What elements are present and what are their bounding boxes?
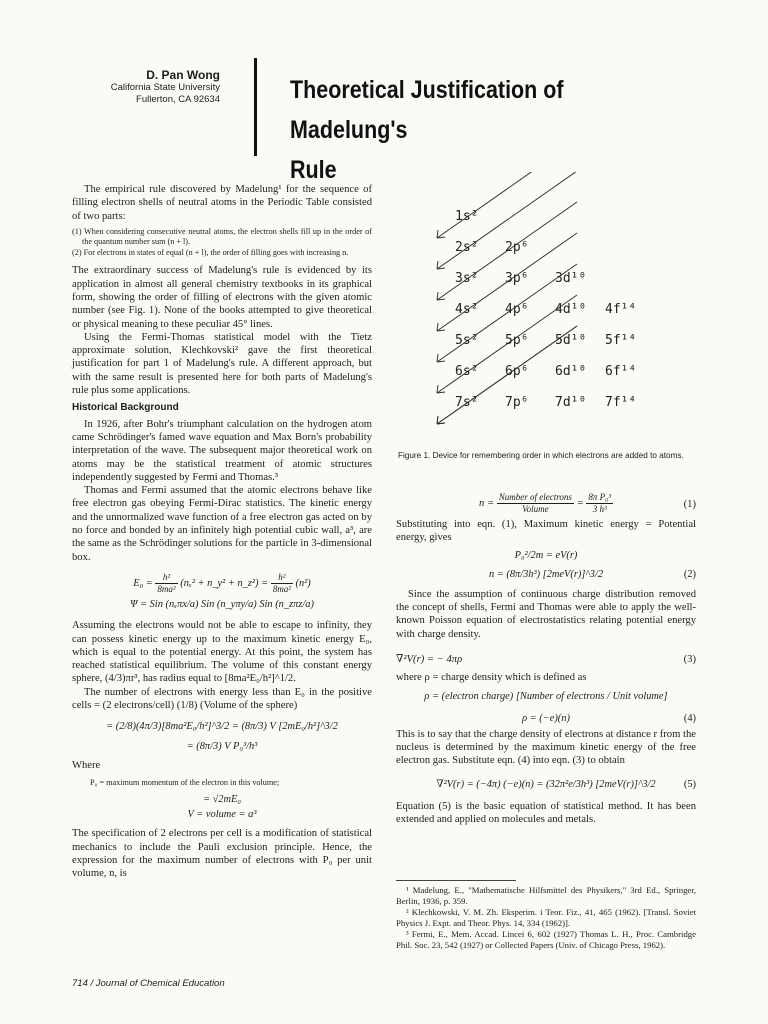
title-line-2: Rule [290,156,337,184]
volume-equation: V = volume = a³ [187,808,257,820]
equation-sphere-2: = (8π/3) V P₀³/h³ [186,740,258,752]
paragraph-assumption: Thomas and Fermi assumed that the atomic electrons behave like free electron gas obeying Fermi-Dirac statistics. The kinetic energy and the unnormalized wave function of a free electron gas acted on by no force and bonded by an infinitely high potential cubic wall, a³, are the same as the Schrödinger solutions for the particle in 3-dimensional box. [72,485,372,563]
orbital-label: 6d¹⁰ [555,364,587,379]
orbital-label: 4p⁶ [505,302,529,317]
orbital-label: 6s² [455,364,479,379]
orbital-label: 2p⁶ [505,240,529,255]
equation-rho: ρ = (electron charge) [Number of electrons / Unit volume] [424,691,668,703]
equation-2: n = (8π/3h³) [2meV(r)]^3/2 (2) [488,568,696,580]
rule-1: (1) When considering consecutive neutral atoms, the electron shells fill up in the order of the quantum number sum (n + l). [72,226,372,247]
p0-definition: P₀ = maximum momentum of the electron in this volume; [90,778,280,788]
orbital-label: 4f¹⁴ [605,302,637,317]
equation-4: ρ = (−e)(n) (4) [522,712,696,724]
figure-madelung-diagram [415,172,685,427]
section-heading: Historical Background [72,402,179,414]
orbital-label: 1s² [455,209,479,224]
page-footer: 714 / Journal of Chemical Education [72,978,225,989]
where-label: Where [72,759,101,771]
equation-1: n = $\frac{\text{Number of electrons}}{\text{Volume}}$ = $\frac{\text{8π P₀³}}{\text{3 h³}}$ (1) [479,492,696,514]
paragraph-fermi-thomas: Using the Fermi-Thomas statistical model with the Tietz approximate solution, Klechkovski² gave the first theoretical justification for part 1 of Madelung's rule. A different approach, but with the same result is presented here for both parts of Madelung's rule plus some applications. [72,331,372,397]
title-line-1: Theoretical Justification of Madelung's [290,76,564,144]
footnote-1: ¹ Madelung, E., "Mathematische Hilfsmittel des Physikers," 3rd Ed., Springer, Berlin, 1936, p. 359. [396,885,696,906]
intro-paragraph: The empirical rule discovered by Madelung¹ for the sequence of filling electron shells of neutral atoms in the Periodic Table consisted of two parts: [72,184,372,222]
paragraph-number: The number of electrons with energy less than E₀ in the positive cells = (2 electrons/cell) (1/8) (Volume of the sphere) [72,686,372,711]
author-block [60,68,220,106]
city: Fullerton, CA 92634 [136,94,220,105]
orbital-label: 3d¹⁰ [555,271,587,286]
paragraph-history: In 1926, after Bohr's triumphant calculation on the hydrogen atom came Schrödinger's famed wave equation and Max Born's probability interpretation of the wave. The subsequent major theoretical work on atoms may be the statistical treatment of atomic structures independently suggested by Fermi and Thomas.³ [72,418,372,483]
left-column [72,183,372,880]
rule-2: (2) For electrons in states of equal (n + l), the order of filling goes with increasing n. [72,247,349,257]
equation-e0: E₀ = $\frac{\text{h²}}{\text{8ma²}}$ (nₓ² + n_y² + n_z²) = $\frac{\text{h²}}{\text{8ma²}}$ (n²) [133,571,311,594]
orbital-label: 5f¹⁴ [605,333,637,348]
orbital-label: 5p⁶ [505,333,529,348]
paragraph-pauli: The specification of 2 electrons per cell is a modification of statistical mechanics to include the Pauli exclusion principle. Hence, the expression for the maximum number of electrons with P₀ per unit volume, n, is [72,828,372,880]
diagonal-line [437,172,577,238]
paragraph-charge-density: This is to say that the charge density of electrons at distance r from the nucleus is determined by the maximum kinetic energy of the free electron gas. Substitute eqn. (4) into eqn. (3) to obtain [396,728,696,767]
orbital-label: 7d¹⁰ [555,395,587,410]
paragraph-basic-equation: Equation (5) is the basic equation of statistical method. It has been extended and applied on molecules and metals. [396,800,696,825]
orbital-label: 2s² [455,240,479,255]
equation-5: ∇²V(r) = (−4π) (−e)(n) = (32π²e/3h³) [2meV(r)]^3/2 (5) [436,778,696,790]
right-column [396,492,696,826]
orbital-label: 4s² [455,302,479,317]
orbital-label: 3p⁶ [505,271,529,286]
footnote-2: ² Klechkowski, V. M. Zh. Eksperim. i Teor. Fiz., 41, 465 (1962). [Transl. Soviet Physics J. Expt. and Theor. Phys. 14, 334 (1962)]. [396,907,696,928]
paragraph-poisson: Since the assumption of continuous charge distribution removed the concept of shells, Fermi and Thomas were able to apply the well-known Poisson equation of electrostatistics relating potential energy with charge density. [396,588,696,640]
footnote-3: ³ Fermi, E., Mem. Accad. Lincei 6, 602 (1927) Thomas L. H., Proc. Cambridge Phil. Soc. 23, 542 (1927) or Collected Papers (Univ. of Chicago Press, 1962). [396,929,696,950]
orbital-label: 4d¹⁰ [555,302,587,317]
footnote-rule [396,880,516,881]
paragraph-substituting: Substituting into eqn. (1), Maximum kinetic energy = Potential energy, gives [396,519,696,544]
orbital-label: 6p⁶ [505,364,529,379]
affiliation: California State University [110,82,220,93]
paragraph-success: The extraordinary success of Madelung's rule is evidenced by its application in almost all general chemistry textbooks in its graphical form, showing the order of filling of electrons with the given atomic number (see Fig. 1). None of the books attempted to give theoretical or physical meaning to these peculiar 45° lines. [72,265,372,330]
equation-3: ∇²V(r) = − 4πρ (3) [396,654,696,666]
footnotes [396,880,696,951]
paragraph-escape: Assuming the electrons would not be able to escape to infinity, they can possess kinetic energy up to the maximum kinetic energy E₀, which is equal to the potential energy. At this point, the system has reached statistical equilibrium. The volume of this constant energy sphere, (4/3)πr³, has radius equal to [8ma²E₀/h²]^1/2. [72,620,372,685]
orbital-label: 7f¹⁴ [605,395,637,410]
p0-equation: = √2mE₀ [203,793,241,805]
orbital-label: 6f¹⁴ [605,364,637,379]
figure-caption: Figure 1. Device for remembering order in which electrons are added to atoms. [398,451,684,460]
orbital-label: 7s² [455,395,479,410]
orbital-label: 7p⁶ [505,395,529,410]
author-name: D. Pan Wong [146,68,220,82]
title-divider [254,58,257,156]
equation-psi: Ψ = Sin (nₓπx/a) Sin (n_yπy/a) Sin (n_zπz/a) [130,598,314,610]
equation-kinetic: P₀²/2m = eV(r) [514,549,578,561]
equation-sphere-1: = (2/8)(4π/3)[8ma²E₀/h²]^3/2 = (8π/3) V [2mE₀/h²]^3/2 [106,721,338,733]
orbital-label: 5d¹⁰ [555,333,587,348]
orbital-label: 5s² [455,333,479,348]
orbital-label: 3s² [455,271,479,286]
paragraph-rho: where ρ = charge density which is defined as [396,672,587,684]
